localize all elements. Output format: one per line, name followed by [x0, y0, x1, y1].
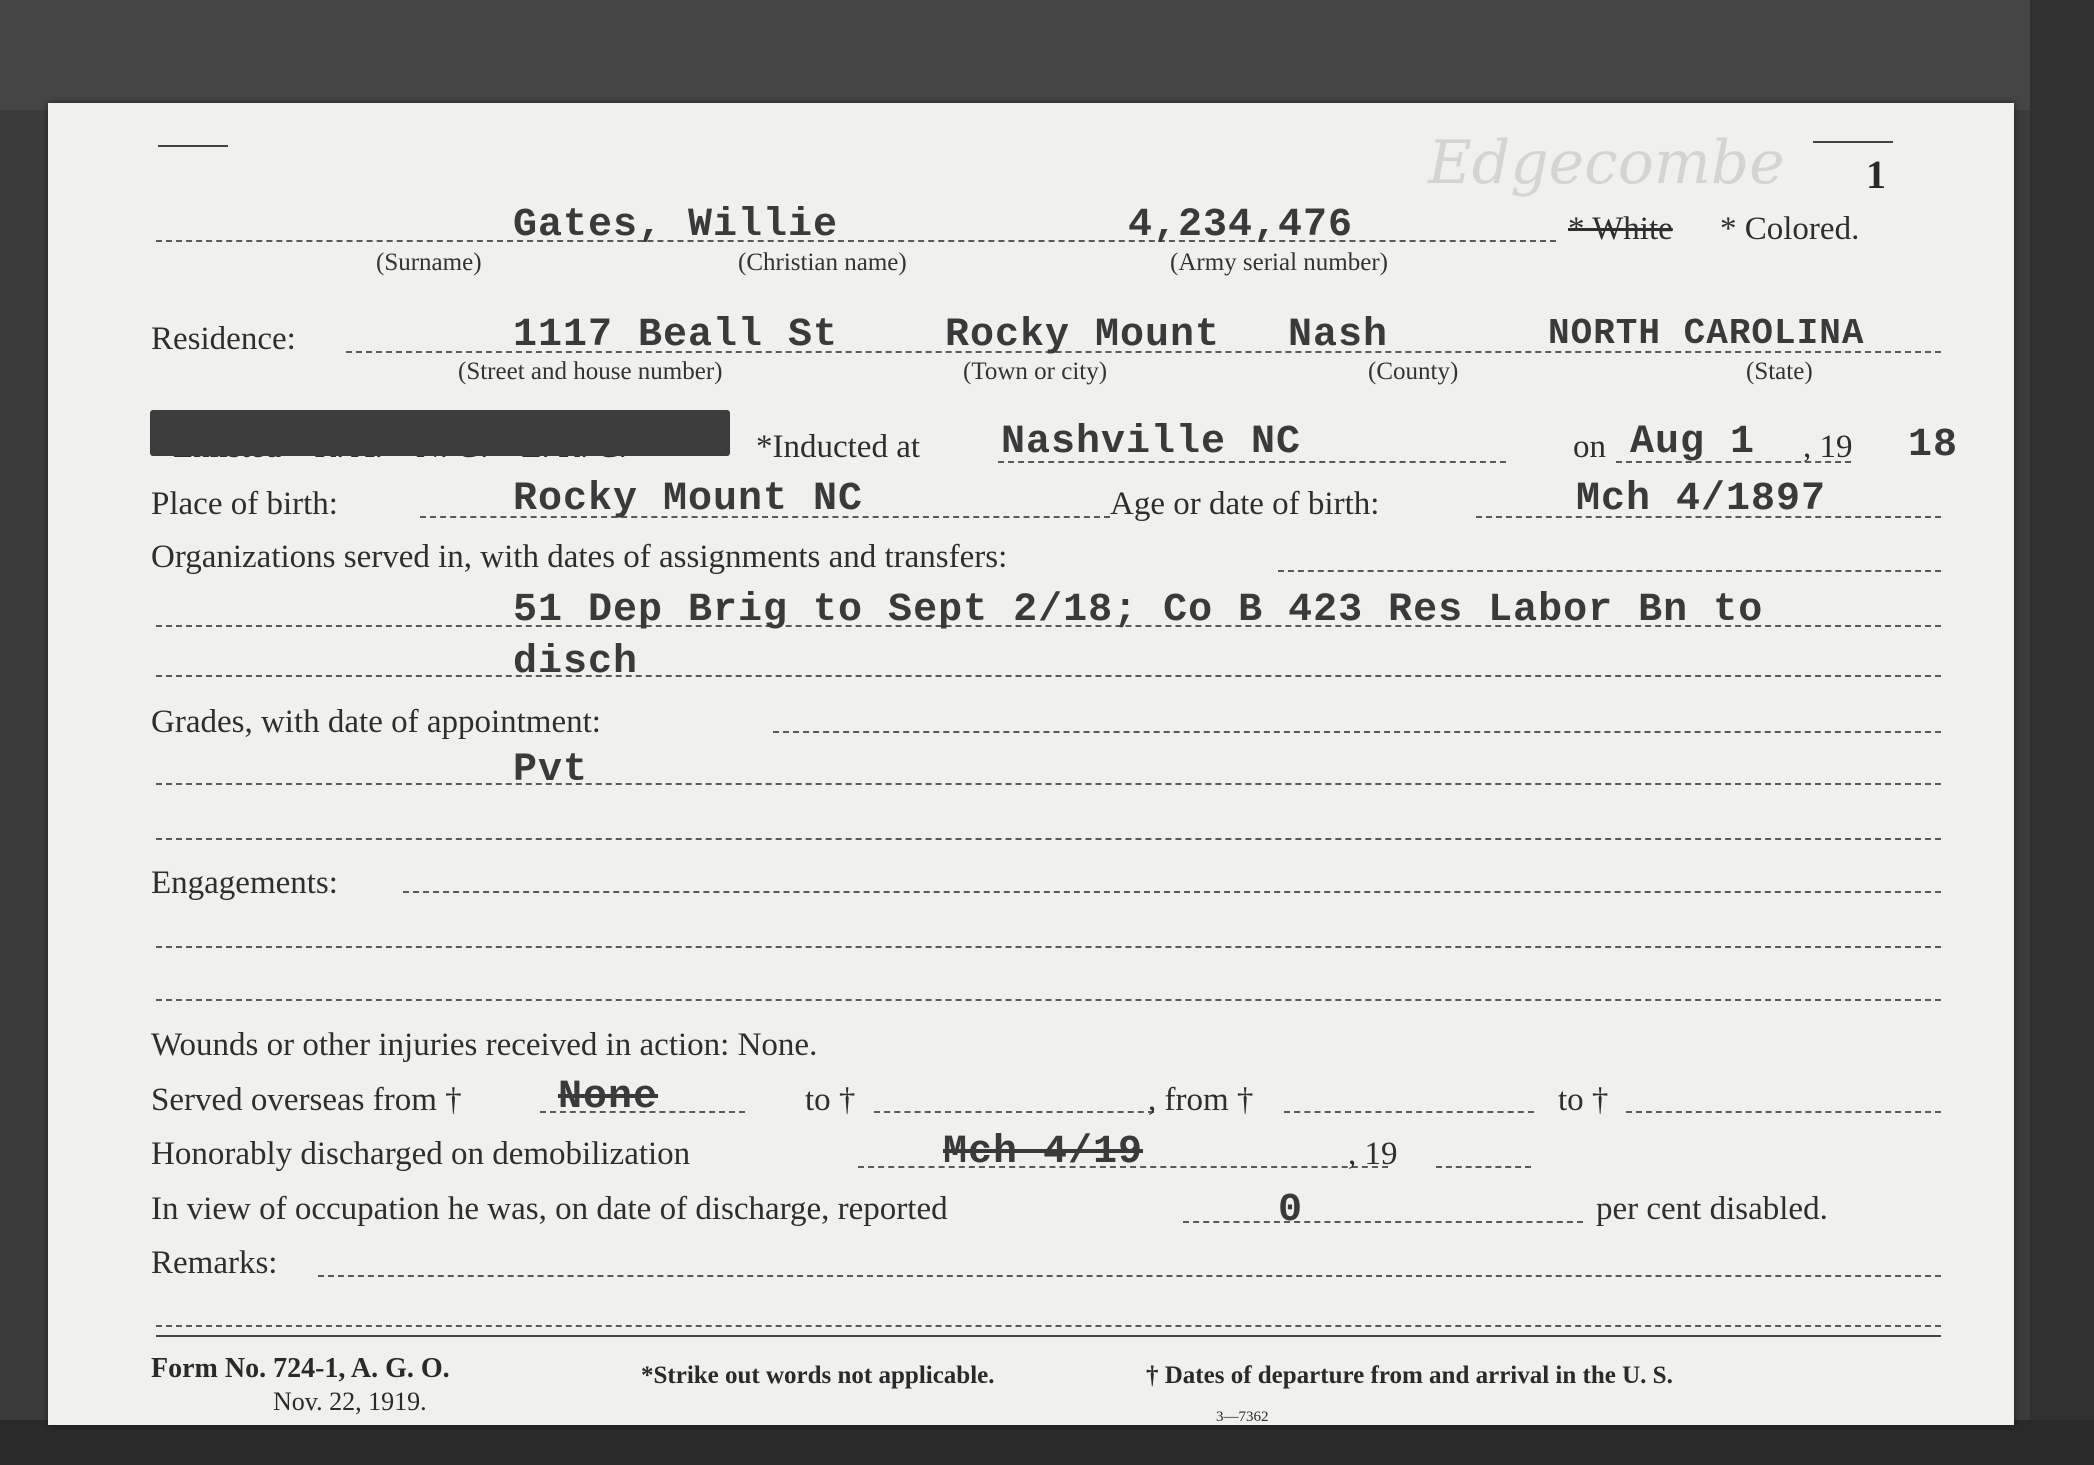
remarks-line-1 [156, 1325, 1941, 1327]
card-number: 1 [1866, 152, 1886, 197]
organizations-value-line1: 51 Dep Brig to Sept 2/18; Co B 423 Res Labor Bn to [513, 588, 1764, 633]
strike-note: *Strike out words not applicable. [641, 1362, 995, 1389]
grades-value: Pvt [513, 748, 589, 793]
discharge-label: Honorably discharged on demobilization [151, 1136, 691, 1172]
christian-name-value: Willie [688, 203, 839, 248]
organizations-label: Organizations served in, with dates of assignments and transfers: [151, 539, 1008, 575]
overseas-to-label-2: to † [1558, 1082, 1609, 1118]
disability-value: 0 [1278, 1188, 1304, 1233]
engagements-line-1 [156, 946, 1941, 948]
organizations-line-0 [1278, 570, 1941, 572]
discharge-year-line [1436, 1166, 1531, 1168]
state-value: NORTH CAROLINA [1548, 313, 1865, 354]
grades-line-1 [156, 783, 1941, 785]
remarks-line-0 [318, 1275, 1941, 1277]
remarks-label: Remarks: [151, 1245, 278, 1281]
overseas-to-label: to † [805, 1082, 856, 1118]
organizations-line-2 [156, 675, 1941, 677]
footer-rule [156, 1335, 1941, 1337]
disability-line [1183, 1221, 1583, 1223]
corner-mark-right [1813, 141, 1893, 143]
year-prefix: , 19 [1803, 429, 1853, 465]
discharge-year-prefix: , 19 [1348, 1136, 1398, 1172]
inducted-year-value: 18 [1908, 423, 1959, 468]
street-label: (Street and house number) [458, 358, 723, 385]
wounds-text: Wounds or other injuries received in action: None. [151, 1027, 818, 1063]
form-date: Nov. 22, 1919. [273, 1387, 427, 1416]
county-value: Nash [1288, 313, 1389, 358]
engagements-line-0 [403, 891, 1941, 893]
overseas-from-label-2: , from † [1148, 1082, 1254, 1118]
engagements-line-2 [156, 999, 1941, 1001]
town-value: Rocky Mount [945, 313, 1221, 358]
surname-value: Gates, [513, 203, 664, 248]
serial-number-value: 4,234,476 [1128, 203, 1354, 248]
organizations-value-line2: disch [513, 640, 639, 685]
overseas-to-line [874, 1111, 1154, 1113]
background-bottom [0, 1420, 2094, 1465]
background-top [0, 0, 2094, 110]
background-right [2030, 0, 2094, 1465]
residence-label: Residence: [151, 321, 296, 357]
inducted-date-value: Aug 1 [1630, 420, 1756, 465]
pencil-note: Edgecombe [1428, 128, 1785, 198]
surname-label: (Surname) [376, 249, 482, 276]
service-record-card [48, 103, 2014, 1425]
birthplace-value: Rocky Mount NC [513, 477, 864, 522]
overseas-from-line-2 [1284, 1111, 1534, 1113]
christian-name-label: (Christian name) [738, 249, 907, 276]
inducted-label: *Inducted at [756, 429, 921, 465]
street-value: 1117 Beall St [513, 313, 839, 358]
state-label: (State) [1746, 358, 1813, 385]
grades-label: Grades, with date of appointment: [151, 704, 601, 740]
overseas-label: Served overseas from † [151, 1082, 462, 1118]
overseas-to-line-2 [1626, 1111, 1941, 1113]
grades-line-2 [156, 838, 1941, 840]
corner-mark-left [158, 145, 228, 147]
grades-line-0 [773, 731, 1941, 733]
race-colored-option: * Colored. [1720, 211, 1860, 247]
discharge-value: Mch 4/19 [943, 1130, 1144, 1175]
disability-suffix: per cent disabled. [1596, 1191, 1828, 1227]
form-number: Form No. 724-1, A. G. O. [151, 1353, 450, 1384]
serial-number-label: (Army serial number) [1170, 249, 1388, 276]
race-white-option: * White [1568, 211, 1673, 247]
birthdate-label: Age or date of birth: [1110, 486, 1380, 522]
engagements-label: Engagements: [151, 865, 338, 901]
birthdate-value: Mch 4/1897 [1576, 477, 1827, 522]
overseas-value: None [558, 1075, 659, 1120]
on-label: on [1573, 429, 1606, 465]
dates-note: † Dates of departure from and arrival in the U. S. [1146, 1362, 1673, 1389]
print-code: 3—7362 [1216, 1409, 1269, 1425]
disability-label: In view of occupation he was, on date of discharge, reported [151, 1191, 948, 1227]
town-label: (Town or city) [963, 358, 1108, 385]
county-label: (County) [1368, 358, 1459, 385]
birthplace-label: Place of birth: [151, 486, 338, 522]
redaction-bar [150, 410, 730, 456]
inducted-place-value: Nashville NC [1001, 420, 1302, 465]
